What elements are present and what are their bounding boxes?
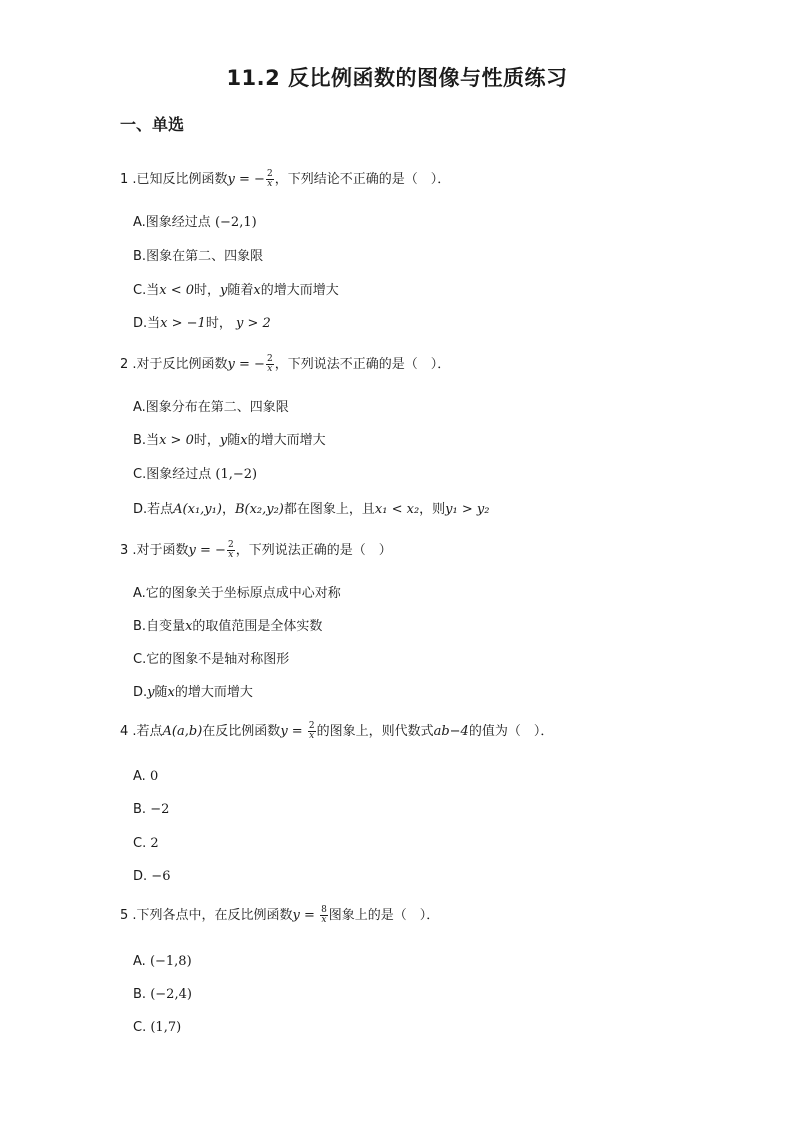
question-1-option-b: B.图象在第二、四象限 [133, 249, 264, 264]
question-1-stem: 1 .已知反比例函数y = − $\frac{2}{x}$ ，下列结论不正确的是（ ）． [120, 169, 451, 189]
question-4-option-c: C. 2 [133, 836, 159, 851]
question-5-option-c: C. (1,7) [133, 1020, 182, 1035]
question-5-option-a: A. (−1,8) [133, 954, 192, 969]
question-3-option-d: D.y随x的增大而增大 [133, 685, 253, 700]
question-1-option-d: D.当x > −1时， y > 2 [133, 316, 271, 331]
page-title: 11.2 反比例函数的图像与性质练习 [226, 66, 568, 90]
fraction: $\frac{2}{x}$ [308, 721, 315, 741]
fraction: $\frac{2}{x}$ [266, 354, 273, 374]
fraction: $\frac{2}{x}$ [266, 169, 273, 189]
question-2-option-c: C.图象经过点 (1,−2) [133, 467, 258, 482]
section-heading: 一、单选 [120, 115, 185, 134]
question-4-option-d: D. −6 [133, 869, 171, 884]
fraction: $\frac{8}{x}$ [321, 905, 327, 925]
question-2-option-d: D.若点A(x₁,y₁)，B(x₂,y₂)都在图象上，且x₁ < x₂，则y₁ > y₂ [133, 502, 490, 517]
question-4-stem: 4 .若点A(a,b)在反比例函数y = $\frac{2}{x}$ 的图象上，则代数式ab−4的值为（ ）． [120, 721, 554, 741]
question-3-stem: 3 .对于函数y = − $\frac{2}{x}$ ，下列说法正确的是（ ） [120, 540, 392, 560]
question-3-option-c: C.它的图象不是轴对称图形 [133, 652, 290, 667]
question-3-option-b: B.自变量x的取值范围是全体实数 [133, 619, 323, 634]
question-5-option-b: B. (−2,4) [133, 987, 192, 1002]
question-4-option-b: B. −2 [133, 802, 170, 817]
fraction: $\frac{2}{x}$ [227, 540, 234, 560]
question-5-stem: 5 .下列各点中，在反比例函数y = $\frac{8}{x}$ 图象上的是（ ）． [120, 905, 440, 925]
question-4-option-a: A. 0 [133, 769, 159, 784]
question-2-stem: 2 .对于反比例函数y = − $\frac{2}{x}$ ，下列说法不正确的是（ ）． [120, 354, 451, 374]
question-2-option-b: B.当x > 0时，y随x的增大而增大 [133, 433, 326, 448]
question-1-option-c: C.当x < 0时，y随着x的增大而增大 [133, 283, 339, 298]
question-2-option-a: A.图象分布在第二、四象限 [133, 400, 289, 415]
question-3-option-a: A.它的图象关于坐标原点成中心对称 [133, 586, 341, 601]
question-1-option-a: A.图象经过点 (−2,1) [133, 215, 257, 230]
